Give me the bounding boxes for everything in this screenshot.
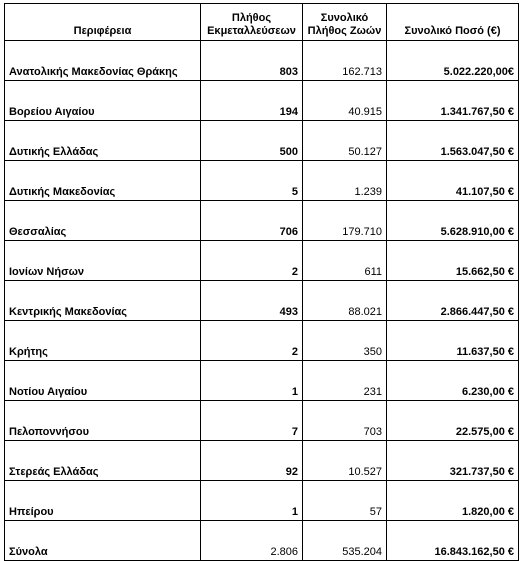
cell-holdings: 500: [201, 121, 303, 161]
cell-holdings: 2: [201, 241, 303, 281]
regions-table: [4, 3, 519, 561]
cell-amount: 5.022.220,00€: [387, 41, 519, 81]
cell-holdings: 706: [201, 201, 303, 241]
header-region: Περιφέρεια: [5, 4, 201, 41]
cell-region: Ιονίων Νήσων: [5, 241, 201, 281]
table-row: [5, 441, 519, 481]
table-row: [5, 201, 519, 241]
totals-row: [5, 521, 519, 561]
table-body: [5, 41, 519, 521]
cell-region: Θεσσαλίας: [5, 201, 201, 241]
cell-region: Ηπείρου: [5, 481, 201, 521]
cell-amount: 1.820,00 €: [387, 481, 519, 521]
cell-animals: 231: [303, 361, 387, 401]
totals-holdings: 2.806: [201, 521, 303, 561]
table-row: [5, 241, 519, 281]
cell-holdings: 92: [201, 441, 303, 481]
cell-region: Ανατολικής Μακεδονίας Θράκης: [5, 41, 201, 81]
cell-amount: 1.563.047,50 €: [387, 121, 519, 161]
cell-animals: 1.239: [303, 161, 387, 201]
cell-holdings: 194: [201, 81, 303, 121]
table-row: [5, 481, 519, 521]
cell-region: Βορείου Αιγαίου: [5, 81, 201, 121]
cell-animals: 162.713: [303, 41, 387, 81]
cell-amount: 6.230,00 €: [387, 361, 519, 401]
cell-holdings: 2: [201, 321, 303, 361]
cell-amount: 41.107,50 €: [387, 161, 519, 201]
cell-animals: 57: [303, 481, 387, 521]
cell-amount: 5.628.910,00 €: [387, 201, 519, 241]
cell-holdings: 493: [201, 281, 303, 321]
cell-holdings: 803: [201, 41, 303, 81]
cell-animals: 10.527: [303, 441, 387, 481]
cell-amount: 2.866.447,50 €: [387, 281, 519, 321]
table-row: [5, 361, 519, 401]
table-row: [5, 81, 519, 121]
cell-animals: 50.127: [303, 121, 387, 161]
table-row: [5, 281, 519, 321]
cell-amount: 22.575,00 €: [387, 401, 519, 441]
cell-animals: 611: [303, 241, 387, 281]
cell-amount: 321.737,50 €: [387, 441, 519, 481]
header-animals: Συνολικό Πλήθος Ζωών: [303, 4, 387, 41]
cell-region: Δυτικής Μακεδονίας: [5, 161, 201, 201]
cell-animals: 703: [303, 401, 387, 441]
table-row: [5, 121, 519, 161]
totals-amount: 16.843.162,50 €: [387, 521, 519, 561]
table-row: [5, 161, 519, 201]
cell-amount: 15.662,50 €: [387, 241, 519, 281]
cell-region: Δυτικής Ελλάδας: [5, 121, 201, 161]
cell-animals: 350: [303, 321, 387, 361]
cell-holdings: 1: [201, 481, 303, 521]
cell-amount: 1.341.767,50 €: [387, 81, 519, 121]
totals-animals: 535.204: [303, 521, 387, 561]
cell-animals: 88.021: [303, 281, 387, 321]
cell-holdings: 5: [201, 161, 303, 201]
table-row: [5, 41, 519, 81]
header-amount: Συνολικό Ποσό (€): [387, 4, 519, 41]
table-header-row: [5, 4, 519, 41]
cell-region: Νοτίου Αιγαίου: [5, 361, 201, 401]
cell-amount: 11.637,50 €: [387, 321, 519, 361]
cell-animals: 179.710: [303, 201, 387, 241]
totals-label: Σύνολα: [5, 521, 201, 561]
cell-region: Κρήτης: [5, 321, 201, 361]
cell-region: Στερεάς Ελλάδας: [5, 441, 201, 481]
table-row: [5, 401, 519, 441]
cell-region: Κεντρικής Μακεδονίας: [5, 281, 201, 321]
cell-holdings: 7: [201, 401, 303, 441]
header-holdings: Πλήθος Εκμεταλλεύσεων: [201, 4, 303, 41]
cell-animals: 40.915: [303, 81, 387, 121]
table-row: [5, 321, 519, 361]
cell-holdings: 1: [201, 361, 303, 401]
cell-region: Πελοποννήσου: [5, 401, 201, 441]
